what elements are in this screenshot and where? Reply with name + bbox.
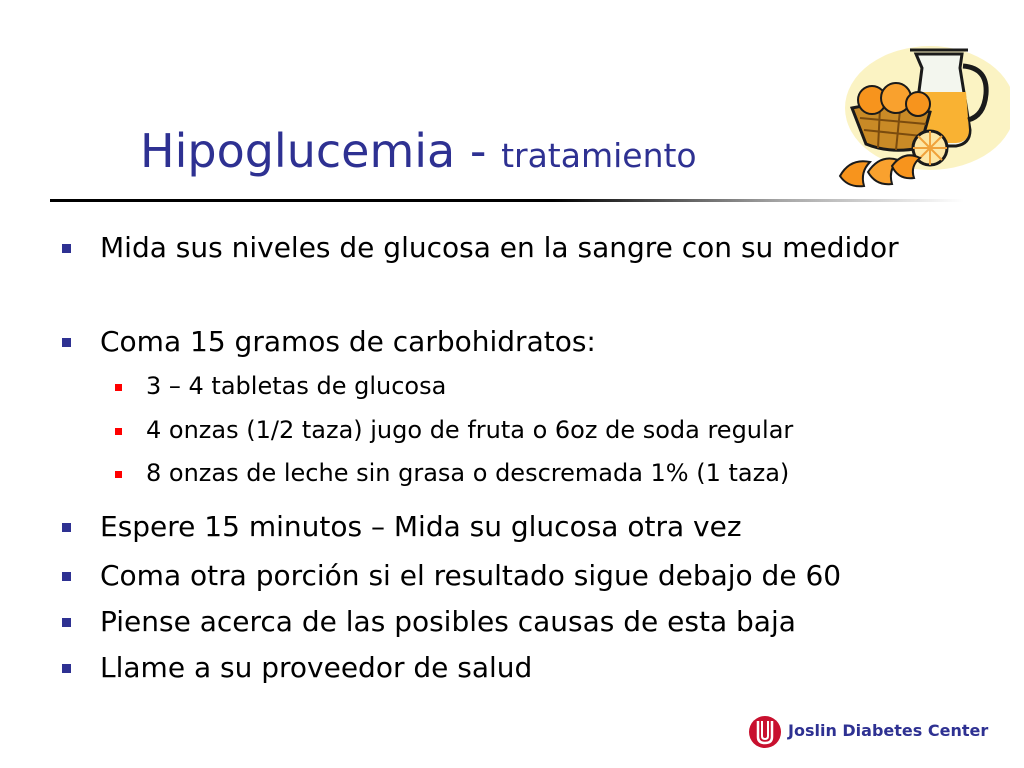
sub-bullet-glucose-tablets: 3 – 4 tabletas de glucosa xyxy=(146,372,447,400)
joslin-logo-mark-icon xyxy=(748,713,782,751)
sub-bullet-milk: 8 onzas de leche sin grasa o descremada 1% (1 taza) xyxy=(146,459,790,487)
juice-clipart-icon xyxy=(830,20,1010,200)
joslin-logo xyxy=(748,713,988,753)
title-underline xyxy=(50,199,964,202)
bullet-measure-glucose: Mida sus niveles de glucosa en la sangre con su medidor xyxy=(100,230,930,266)
bullet-think-causes: Piense acerca de las posibles causas de esta baja xyxy=(100,604,930,640)
title-sub: tratamiento xyxy=(501,136,697,175)
orange-peel-2 xyxy=(868,159,898,185)
title-main: Hipoglucemia - xyxy=(140,124,502,178)
joslin-logo-text: Joslin Diabetes Center xyxy=(788,721,989,740)
orange-peel-1 xyxy=(840,161,870,186)
bullet-call-provider: Llame a su proveedor de salud xyxy=(100,650,930,686)
sub-bullet-fruit-juice: 4 onzas (1/2 taza) jugo de fruta o 6oz de soda regular xyxy=(146,416,794,444)
bullet-wait-15-minutes: Espere 15 minutos – Mida su glucosa otra vez xyxy=(100,509,930,545)
bullet-eat-carbohydrates: Coma 15 gramos de carbohidratos: xyxy=(100,324,930,360)
bullet-eat-another-portion: Coma otra porción si el resultado sigue debajo de 60 xyxy=(100,558,930,594)
basket-orange-3 xyxy=(906,92,930,116)
slide-title xyxy=(140,124,697,178)
